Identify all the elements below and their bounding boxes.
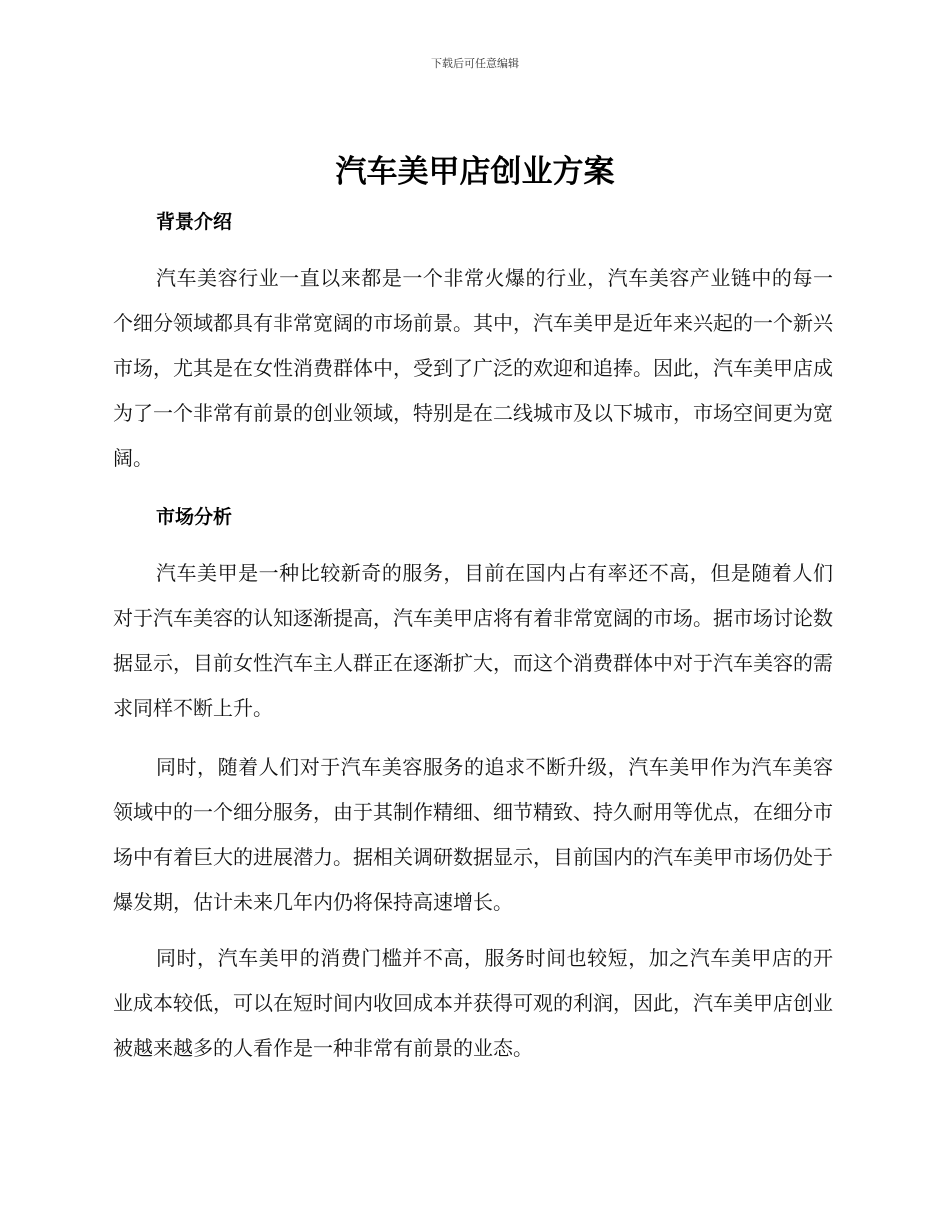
paragraph-market-2: 同时，随着人们对于汽车美容服务的追求不断升级，汽车美甲作为汽车美容领域中的一个细分服务，由于其制作精细、细节精致、持久耐用等优点，在细分市场中有着巨大的进展潜力。据相关调研数据显示，目前国内的汽车美甲市场仍处于爆发期，估计未来几年内仍将保持高速增长。 bbox=[113, 755, 833, 914]
header-note: 下载后可任意编辑 bbox=[431, 57, 519, 70]
document-title: 汽车美甲店创业方案 bbox=[335, 154, 615, 190]
paragraph-market-3: 同时，汽车美甲的消费门槛并不高，服务时间也较短，加之汽车美甲店的开业成本较低，可以在短时间内收回成本并获得可观的利润，因此，汽车美甲店创业被越来越多的人看作是一种非常有前景的业态。 bbox=[113, 946, 833, 1060]
paragraph-market-1: 汽车美甲是一种比较新奇的服务，目前在国内占有率还不高，但是随着人们对于汽车美容的认知逐渐提高，汽车美甲店将有着非常宽阔的市场。据市场讨论数据显示，目前女性汽车主人群正在逐渐扩大，而这个消费群体中对于汽车美容的需求同样不断上升。 bbox=[113, 561, 833, 720]
section-heading-market-analysis: 市场分析 bbox=[156, 506, 233, 528]
paragraph-background-1: 汽车美容行业一直以来都是一个非常火爆的行业，汽车美容产业链中的每一个细分领域都具有非常宽阔的市场前景。其中，汽车美甲是近年来兴起的一个新兴市场，尤其是在女性消费群体中，受到了广泛的欢迎和追捧。因此，汽车美甲店成为了一个非常有前景的创业领域，特别是在二线城市及以下城市，市场空间更为宽阔。 bbox=[113, 266, 833, 470]
section-heading-background: 背景介绍 bbox=[156, 211, 233, 233]
